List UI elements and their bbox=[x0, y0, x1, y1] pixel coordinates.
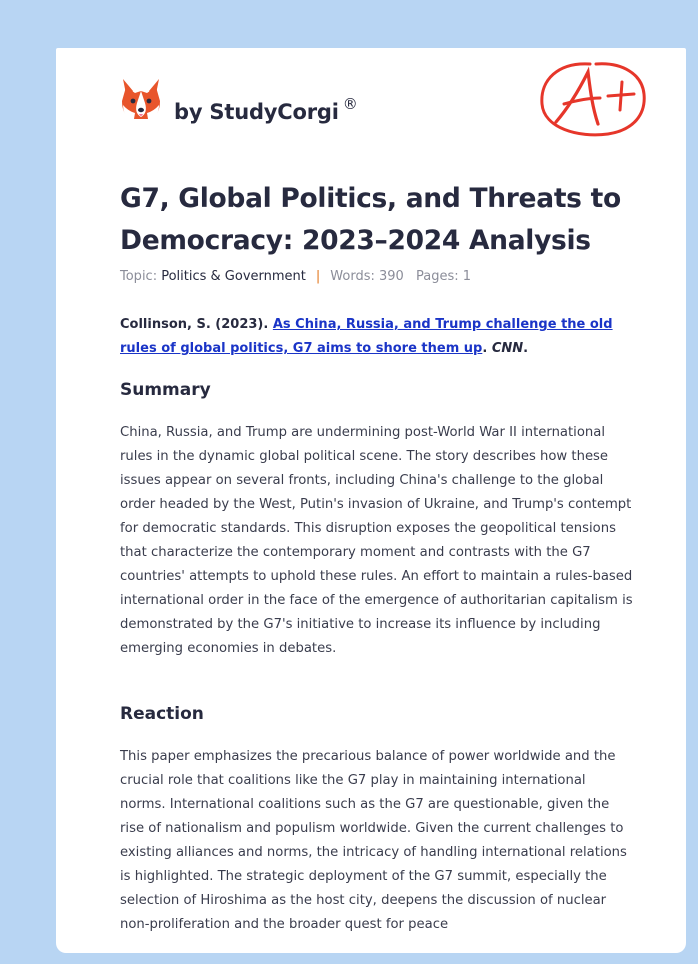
citation-author: Collinson, S. (2023). bbox=[120, 317, 269, 332]
words-count: 390 bbox=[379, 269, 404, 284]
topic-label: Topic: bbox=[120, 269, 158, 284]
citation-period-end: . bbox=[523, 341, 529, 356]
document-page bbox=[56, 48, 686, 953]
pages-count: 1 bbox=[462, 269, 472, 284]
page-title: G7, Global Politics, and Threats to Democracy: 2023–2024 Analysis bbox=[120, 183, 621, 256]
a-plus-grade-icon bbox=[538, 58, 648, 142]
summary-paragraph: China, Russia, and Trump are undermining post-World War II international rules in the dynamic global political scene. The story describes how these issues appear on several fronts, including China's challenge to the global order headed by the West, Putin's invasion of Ukraine, and Trump's contempt for democratic standards. This disruption exposes the geopolitical tensions that characterize the contemporary moment and contrasts with the G7 countries' attempts to uphold these rules. An effort to maintain a rules-based international order in the face of the emergence of authoritarian capitalism is demonstrated by the G7's initiative to increase its influence by including emerging economies in debates. bbox=[120, 425, 633, 656]
topic-link[interactable]: Politics & Government bbox=[161, 269, 306, 284]
words-label: Words: bbox=[330, 269, 375, 284]
pages-label: Pages: bbox=[415, 269, 459, 284]
citation-journal: CNN bbox=[491, 341, 524, 356]
citation-link[interactable]: As China, Russia, and Trump challenge the old rules of global politics, G7 aims to shore them up bbox=[120, 317, 613, 356]
logo-text: by StudyCorgi bbox=[174, 100, 339, 124]
reaction-paragraph: This paper emphasizes the precarious balance of power worldwide and the crucial role that coalitions like the G7 play in maintaining international norms. International coalitions such as the G7 are questionable, given the rise of nationalism and populism worldwide. Given the current challenges to existing alliances and norms, the intricacy of handling international relations is highlighted. The strategic deployment of the G7 summit, especially the selection of Hiroshima as the host city, deepens the discussion of nuclear non-proliferation and the broader quest for peace bbox=[120, 749, 627, 932]
citation-period: . bbox=[482, 341, 488, 356]
meta-separator: | bbox=[315, 269, 321, 284]
citation bbox=[120, 313, 630, 361]
registered-mark: ® bbox=[342, 95, 358, 113]
document-meta bbox=[120, 269, 471, 284]
corgi-logo-icon bbox=[120, 77, 162, 123]
reaction-heading: Reaction bbox=[120, 704, 204, 724]
studycorgi-logo[interactable] bbox=[120, 75, 358, 124]
summary-heading: Summary bbox=[120, 380, 211, 400]
